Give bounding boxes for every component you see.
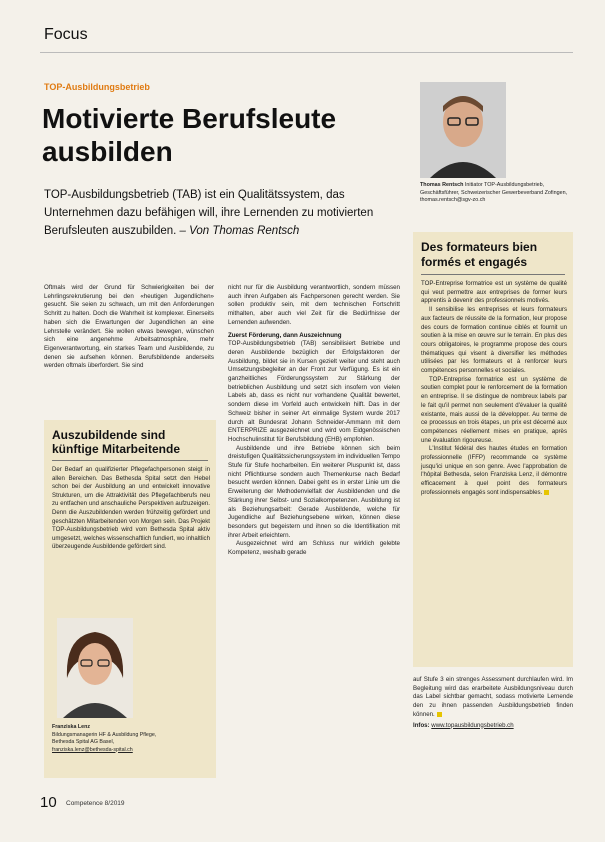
sidebar-left-caption-org: Bethesda Spital AG Basel, (52, 739, 115, 745)
sidebar-right-p2: Il sensibilise les entreprises et leurs formateurs aux facteurs de réussite de la formation, leur propose des cours de formation continue ciblés et fournit un soutien à la mise en œuvre sur le terrain. En plus des cours obligatoires, le programme propose des cours thématiques qui visent à diversifier les méthodes utilisées par les formateurs et à renforcer leurs compétences personnelles et sociales. (421, 306, 567, 375)
author-caption (420, 182, 570, 205)
column-1 (44, 284, 214, 371)
column-2 (228, 284, 400, 558)
col1-text: Oftmals wird der Grund für Schwierigkeiten bei der Lehrlingsrekrutierung bei den «heutigen Jugendlichen» gesucht. Sie seien zu schwach, um mit den Anforderungen Schritt zu halten. Doch die Wahrheit ist komplexer. Einerseits haben sich die Erwartungen der Jugendlichen an eine Lehrstelle verändert. Sie wollen etwas bewegen, wünschen sich eine angenehme Arbeitsatmosphäre, mehr Eigenverantwortung, ein starkes Team und Ausbildende, zu denen sie aufsehen können. Berufsbildende anderseits werden oftmals überfordert. Sie sind (44, 284, 214, 370)
sidebar-right-p3: TOP-Entreprise formatrice est un système de soutien complet pour le renforcement de la formation en entreprise. Il se distingue de nombreux labels par le fait qu'il permet non seulement d'évaluer la qualité existante, mais aussi de la développer. Au terme de ce processus en trois étapes, un prix est décerné aux compétences réellement mises en pratique, après une évaluation rigoureuse. (421, 375, 567, 444)
article-title: Motivierte Berufsleute ausbilden (42, 103, 337, 167)
sidebar-bethesda (44, 420, 216, 778)
author-photo (420, 82, 506, 178)
page-number: 10 (40, 794, 57, 811)
end-mark-icon (544, 490, 549, 495)
sidebar-right-body (421, 280, 567, 498)
sidebar-left-caption-role: Bildungsmanagerin HF & Ausbildung Pflege, (52, 731, 157, 738)
sidebar-left-body (52, 466, 210, 552)
article-ending-text: auf Stufe 3 ein strenges Assessment durchlaufen wird. Im Begleitung wird das erarbeitete Ausbildungsniveau durch das Label sichtbar gemacht, sodass motivierte Lernende den zu ihnen passenden Ausbildungsbetrieb finden können. (413, 676, 573, 718)
col2-body2: Ausbildende und ihre Betriebe können sich beim dreistufigen Qualitätssicherungssystem im individuellen Tempo Stufe für Stufe hocharbeiten. Ein weiterer Pluspunkt ist, dass nicht Pflichtkurse sondern auch Themenkurse nach Bedarf besucht werden können. Dabei geht es in erster Linie um die Erweiterung der Methodenvielfalt der Ausbildenden und die Stärkung ihrer Selbst- und Sozialkompetenzen. Ausbildung ist als Beziehungsarbeit: Gerade Ausbildende, welche für Jugendliche auf Beziehungsebene wirken, können diese besonders gut begeistern und ihnen so die Identifikation mit ihrer Arbeit erleichtern. (228, 444, 400, 539)
author-role: Initiator TOP-Ausbildungsbetrieb, Geschäftsführer, Schweizerischer Gewerbeverband Zofingen, (420, 182, 568, 196)
lead-author: – Von Thomas Rentsch (179, 225, 300, 237)
sidebar-left-caption (52, 724, 212, 754)
col2-body: TOP-Ausbildungsbetrieb (TAB) sensibilisiert Betriebe und deren Ausbildende bezüglich der Erfolgsfaktoren der Ausbildung, bildet sie in Kursen gezielt weiter und steht auch Umsetzungsbegleiter an der Front zur Verfügung. Es ist ein ganzheitliches Förderungssystem zur Stärkung der betrieblichen Ausbildung und setzt sich insofern von vielen Labels ab, dass es nicht nur vorhandene Qualität bewertet, sondern diese im Vorfeld auch entwickeln hilft. Das in der Schweiz bisher in seiner Art einmalige System wurde 2017 durch alt Bundesrat Johann Schneider-Ammann mit dem ENTERPRIZE ausgezeichnet und wird vom Eidgenössischen Hochschulinstitut für Berufsbildung (EHB) empfohlen. (228, 340, 400, 443)
franziska-photo (57, 618, 133, 718)
sidebar-right-p1: TOP-Entreprise formatrice est un système de qualité qui veut permettre aux entreprises de former leurs apprentis à devenir des professionnels motivés. (421, 280, 567, 305)
end-mark-icon (437, 712, 442, 717)
sidebar-left-caption-email[interactable]: franziska.lenz@bethesda-spital.ch (52, 746, 133, 753)
author-name: Thomas Rentsch (420, 182, 464, 188)
lead-text: TOP-Ausbildungsbetrieb (TAB) ist ein Qualitätssystem, das Unternehmen dazu befähigen will, ihre Lernenden zu motivierten Berufsleuten auszubilden. (44, 189, 374, 237)
sidebar-left-caption-name: Franziska Lenz (52, 724, 90, 730)
col2-subhead: Zuerst Förderung, dann Auszeichnung (228, 331, 342, 339)
col2-body3: Ausgezeichnet wird am Schluss nur wirklich gelebte Kompetenz, weshalb gerade (228, 540, 400, 557)
section-label: Focus (44, 26, 88, 43)
sidebar-right-divider (421, 274, 565, 275)
col2-intro: nicht nur für die Ausbildung verantwortlich, sondern müssen auch ihren Aufgaben als Fachpersonen gerecht werden. Sie sollen produktiv sein, mit dem technischen Fortschritt mithalten, aber auch viel Zeit für die Bedürfnisse der Lernenden aufwenden. (228, 284, 400, 326)
sidebar-right-title: Des formateurs bien formés et engagés (421, 240, 538, 269)
article-kicker: TOP-Ausbildungsbetrieb (44, 82, 150, 92)
author-email[interactable]: thomas.rentsch@sgv-zo.ch (420, 197, 486, 204)
magazine-issue: Competence 8/2019 (66, 800, 125, 807)
sidebar-left-text: Der Bedarf an qualifizierter Pflegefachpersonen steigt in allen Bereichen. Das Bethesda Spital setzt den Hebel schon bei der Ausbildung an und entwickelt innovative Strukturen, um die Attraktivität des Pflegefachberufs neu zu entfachen und anschauliche Perspektiven aufzuzeigen. Denn die Auszubildenden werden frühzeitig gefördert und geschätzten Mitarbeitenden von Morgen sein. Das Projekt TOP-Ausbildungsbetrieb wird vom Bethesda Spital aktiv umgesetzt, welches wissenschaftlich fundiert, wo inhaltlich überzeugende Ausbildende gefördert sind. (52, 466, 210, 551)
article-ending (413, 676, 573, 730)
info-link[interactable]: www.topausbildungsbetrieb.ch (431, 721, 514, 729)
sidebar-french (413, 232, 573, 667)
article-lead (44, 186, 399, 240)
info-label: Infos: (413, 721, 430, 729)
sidebar-left-title: Auszubildende sind künftige Mitarbeitende (52, 428, 181, 456)
sidebar-right-p4: L'Institut fédéral des hautes études en formation professionnelle (IFFP) recommande ce système jusqu'ici unique en son genre. Avec l'approbation de l'hôpital Bethesda, selon Franziska Lenz, il démontre efficacement à quel point des formateurs professionnels engagés sont indispensables. (421, 445, 567, 496)
sidebar-left-divider (52, 460, 208, 461)
header-divider (40, 52, 573, 53)
